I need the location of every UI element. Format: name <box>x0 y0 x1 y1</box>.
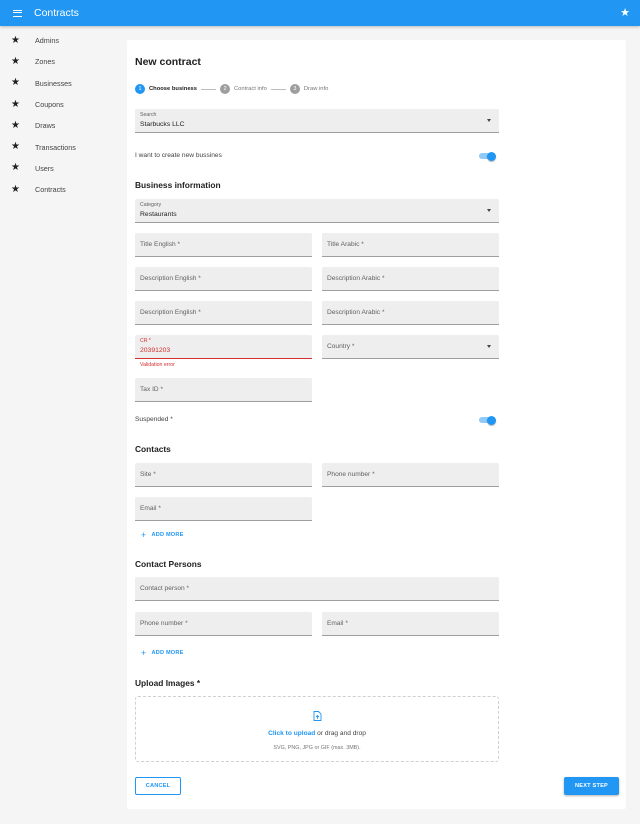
star-icon: ★ <box>11 162 20 174</box>
step-contract-info[interactable] <box>220 84 267 94</box>
file-upload-icon <box>313 711 322 721</box>
chevron-down-icon <box>487 209 491 212</box>
description-english-field-2[interactable] <box>135 301 312 325</box>
sidebar-item-label: Zones <box>35 57 55 67</box>
plus-icon: + <box>141 530 147 540</box>
add-more-label: ADD MORE <box>151 650 184 656</box>
phone-number-field[interactable] <box>322 463 499 487</box>
stepper <box>135 84 328 94</box>
step-number: 2 <box>220 84 230 94</box>
sidebar-item-label: Businesses <box>35 78 72 88</box>
sidebar-item-transactions[interactable] <box>0 136 118 157</box>
step-connector <box>201 89 216 90</box>
cancel-button[interactable]: CANCEL <box>135 777 181 795</box>
plus-icon: + <box>141 648 147 658</box>
add-more-persons-button[interactable] <box>141 649 184 657</box>
cr-label: CR * <box>140 338 151 344</box>
sidebar-item-zones[interactable] <box>0 51 118 72</box>
tax-id-label: Tax ID * <box>140 386 164 393</box>
sidebar-item-label: Admins <box>35 36 59 46</box>
step-label: Choose business <box>149 86 197 92</box>
upload-instructions <box>136 730 498 737</box>
sidebar <box>0 26 118 824</box>
toggle-thumb <box>487 152 496 161</box>
sidebar-item-coupons[interactable] <box>0 94 118 115</box>
contact-person-field[interactable] <box>135 577 499 601</box>
contacts-heading: Contacts <box>135 444 171 454</box>
star-icon: ★ <box>11 119 20 131</box>
drag-drop-text: or drag and drop <box>315 730 366 737</box>
phone-number-label: Phone number * <box>327 471 375 478</box>
add-more-label: ADD MORE <box>151 532 184 538</box>
new-contract-card <box>127 40 626 809</box>
contact-phone-label: Phone number * <box>140 620 188 627</box>
star-icon: ★ <box>11 77 20 89</box>
step-choose-business[interactable] <box>135 84 197 94</box>
country-select[interactable] <box>322 335 499 359</box>
contact-persons-heading: Contact Persons <box>135 559 202 569</box>
upload-images-heading: Upload Images * <box>135 678 201 688</box>
click-to-upload-link[interactable]: Click to upload <box>268 730 316 737</box>
category-label: Category <box>140 202 162 208</box>
sidebar-item-label: Users <box>35 163 54 173</box>
step-number: 3 <box>290 84 300 94</box>
suspended-label: Suspended * <box>135 416 173 423</box>
star-icon: ★ <box>11 34 20 46</box>
contact-email-field[interactable] <box>322 612 499 636</box>
title-arabic-field[interactable] <box>322 233 499 257</box>
step-draw-info[interactable] <box>290 84 328 94</box>
add-more-contacts-button[interactable] <box>141 531 184 539</box>
step-label: Contract info <box>234 86 267 92</box>
search-label: Search <box>140 112 157 118</box>
sidebar-item-label: Coupons <box>35 100 64 110</box>
star-icon: ★ <box>11 55 20 67</box>
chevron-down-icon <box>487 345 491 348</box>
description-english-field[interactable] <box>135 267 312 291</box>
app-title: Contracts <box>34 7 79 19</box>
email-label: Email * <box>140 505 161 512</box>
country-label: Country * <box>327 343 355 350</box>
title-arabic-label: Title Arabic * <box>327 241 364 248</box>
create-new-label: I want to create new bussines <box>135 152 222 159</box>
step-connector <box>271 89 286 90</box>
site-field[interactable] <box>135 463 312 487</box>
upload-hint: SVG, PNG, JPG or GIF (max. 3MB). <box>273 745 361 751</box>
description-arabic-field[interactable] <box>322 267 499 291</box>
sidebar-item-label: Transactions <box>35 142 76 152</box>
next-step-button[interactable]: NEXT STEP <box>564 777 619 795</box>
description-arabic-label: Description Arabic * <box>327 275 385 282</box>
description-english-label: Description English * <box>140 275 201 282</box>
hamburger-menu-icon <box>13 10 22 17</box>
page-title: New contract <box>135 56 201 68</box>
business-info-heading: Business information <box>135 180 221 190</box>
site-label: Site * <box>140 471 156 478</box>
description-arabic-field-2[interactable] <box>322 301 499 325</box>
category-select[interactable] <box>135 199 499 223</box>
title-english-field[interactable] <box>135 233 312 257</box>
search-value: Starbucks LLC <box>140 121 185 128</box>
sidebar-item-draws[interactable] <box>0 115 118 136</box>
sidebar-item-label: Draws <box>35 121 56 131</box>
menu-button[interactable] <box>0 0 34 26</box>
cr-value: 20391203 <box>140 347 171 354</box>
step-label: Draw info <box>303 86 329 92</box>
create-new-toggle[interactable] <box>479 152 495 160</box>
star-icon: ★ <box>11 141 20 153</box>
contact-phone-field[interactable] <box>135 612 312 636</box>
description-arabic-label: Description Arabic * <box>327 309 385 316</box>
cr-error-text: Validation error <box>140 362 175 368</box>
star-icon: ★ <box>11 183 20 195</box>
sidebar-item-users[interactable] <box>0 158 118 179</box>
step-number: 1 <box>135 84 145 94</box>
description-english-label: Description English * <box>140 309 201 316</box>
cr-field[interactable] <box>135 335 312 359</box>
suspended-toggle[interactable] <box>479 416 495 424</box>
sidebar-item-businesses[interactable] <box>0 73 118 94</box>
sidebar-item-contracts[interactable] <box>0 179 118 200</box>
email-field[interactable] <box>135 497 312 521</box>
upload-dropzone[interactable] <box>135 696 499 762</box>
sidebar-item-admins[interactable] <box>0 30 118 51</box>
sidebar-item-label: Contracts <box>35 185 66 195</box>
star-icon: ★ <box>11 98 20 110</box>
contact-email-label: Email * <box>327 620 348 627</box>
chevron-down-icon <box>487 119 491 122</box>
contact-person-label: Contact person * <box>140 585 190 592</box>
tax-id-field[interactable] <box>135 378 312 402</box>
category-value: Restaurants <box>140 211 177 218</box>
app-bar <box>0 0 640 26</box>
star-icon[interactable]: ★ <box>620 7 630 19</box>
toggle-thumb <box>487 416 496 425</box>
title-english-label: Title English * <box>140 241 181 248</box>
search-select[interactable] <box>135 109 499 133</box>
